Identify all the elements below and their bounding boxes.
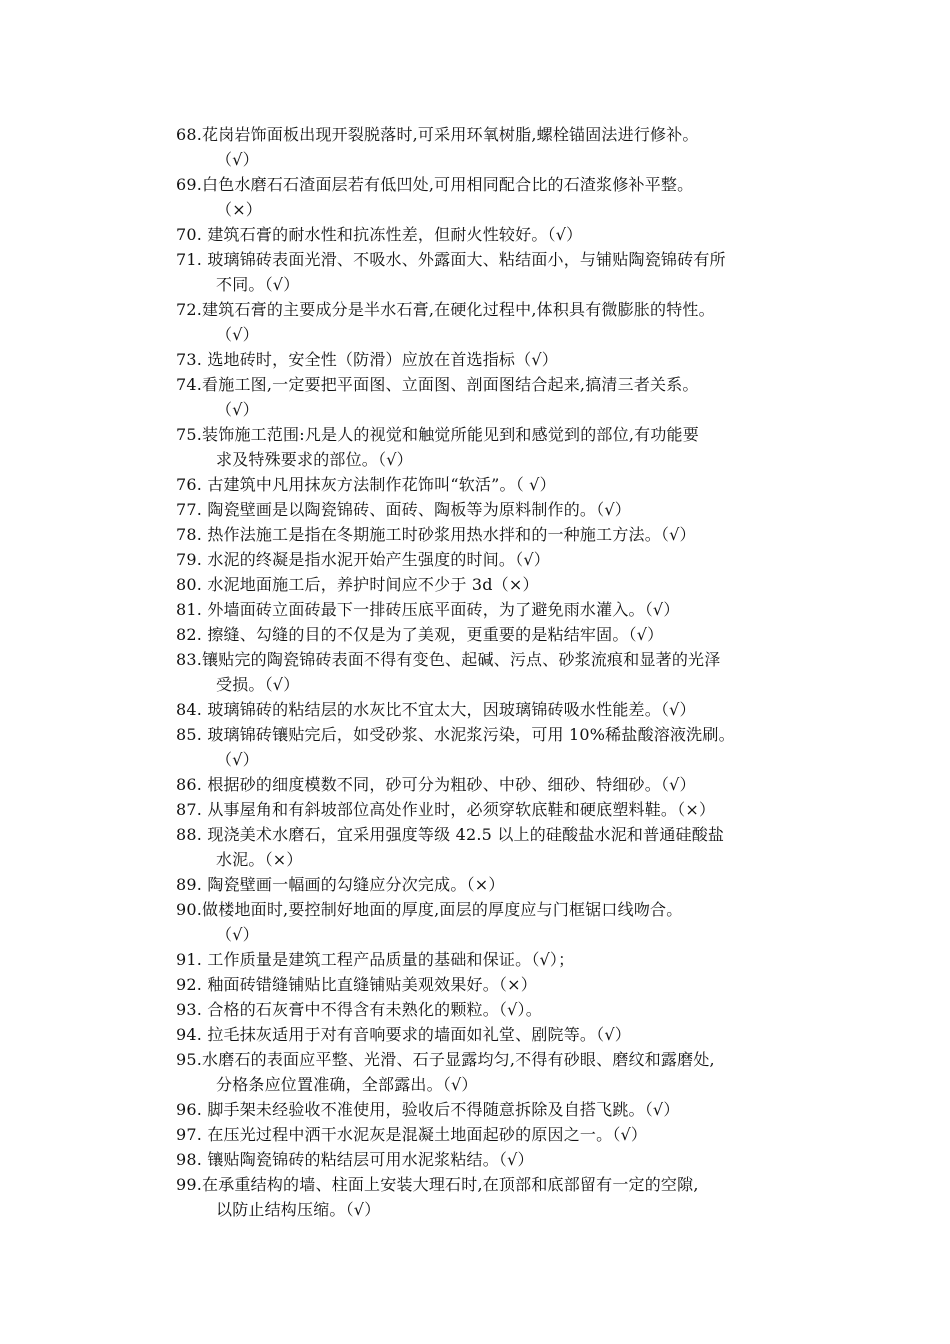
question-line: 82. 擦缝、勾缝的目的不仅是为了美观，更重要的是粘结牢固。（√） <box>176 625 664 644</box>
question-line: 72.建筑石膏的主要成分是半水石膏,在硬化过程中,体积具有微膨胀的特性。 <box>176 300 715 319</box>
question-line: 81. 外墙面砖立面砖最下一排砖压底平面砖，为了避免雨水灌入。（√） <box>176 600 680 619</box>
question-line: 68.花岗岩饰面板出现开裂脱落时,可采用环氧树脂,螺栓锚固法进行修补。 <box>176 125 699 144</box>
question-continuation-line: 求及特殊要求的部位。（√） <box>216 450 413 469</box>
question-line: 98. 镶贴陶瓷锦砖的粘结层可用水泥浆粘结。（√） <box>176 1150 534 1169</box>
question-line: 92. 釉面砖错缝铺贴比直缝铺贴美观效果好。（×） <box>176 975 537 994</box>
question-line: 94. 拉毛抹灰适用于对有音响要求的墙面如礼堂、剧院等。（√） <box>176 1025 631 1044</box>
question-line: 75.装饰施工范围:凡是人的视觉和触觉所能见到和感觉到的部位,有功能要 <box>176 425 699 444</box>
document-body <box>176 122 826 1222</box>
question-line: 88. 现浇美术水磨石，宜采用强度等级 42.5 以上的硅酸盐水泥和普通硅酸盐 <box>176 825 725 844</box>
question-line: 83.镶贴完的陶瓷锦砖表面不得有变色、起碱、污点、砂浆流痕和显著的光泽 <box>176 650 721 669</box>
question-line: 84. 玻璃锦砖的粘结层的水灰比不宜太大，因玻璃锦砖吸水性能差。（√） <box>176 700 696 719</box>
question-line: 70. 建筑石膏的耐水性和抗冻性差，但耐火性较好。（√） <box>176 225 583 244</box>
question-line: 96. 脚手架未经验收不准使用，验收后不得随意拆除及自搭飞跳。（√） <box>176 1100 680 1119</box>
question-line: 86. 根据砂的细度模数不同，砂可分为粗砂、中砂、细砂、特细砂。（√） <box>176 775 696 794</box>
question-line: 78. 热作法施工是指在冬期施工时砂浆用热水拌和的一种施工方法。（√） <box>176 525 696 544</box>
question-line: 99.在承重结构的墙、柱面上安装大理石时,在顶部和底部留有一定的空隙, <box>176 1175 699 1194</box>
question-continuation-line: 水泥。（×） <box>216 850 303 869</box>
question-line: 80. 水泥地面施工后，养护时间应不少于 3d（×） <box>176 575 539 594</box>
question-line: 89. 陶瓷壁画一幅画的勾缝应分次完成。（×） <box>176 875 505 894</box>
question-continuation-line: （√） <box>216 925 259 944</box>
question-line: 95.水磨石的表面应平整、光滑、石子显露均匀,不得有砂眼、磨纹和露磨处, <box>176 1050 715 1069</box>
question-line: 76. 古建筑中凡用抹灰方法制作花饰叫“软活”。（ √） <box>176 475 556 494</box>
question-line: 77. 陶瓷壁画是以陶瓷锦砖、面砖、陶板等为原料制作的。（√） <box>176 500 631 519</box>
question-line: 79. 水泥的终凝是指水泥开始产生强度的时间。（√） <box>176 550 550 569</box>
question-continuation-line: 不同。（√） <box>216 275 300 294</box>
question-continuation-line: 分格条应位置准确，全部露出。（√） <box>216 1075 478 1094</box>
question-line: 74.看施工图,一定要把平面图、立面图、剖面图结合起来,搞清三者关系。 <box>176 375 699 394</box>
question-continuation-line: （√） <box>216 400 259 419</box>
question-line: 93. 合格的石灰膏中不得含有未熟化的颗粒。（√）。 <box>176 1000 542 1019</box>
question-line: 69.白色水磨石石渣面层若有低凹处,可用相同配合比的石渣浆修补平整。 <box>176 175 694 194</box>
question-line: 90.做楼地面时,要控制好地面的厚度,面层的厚度应与门框锯口线吻合。 <box>176 900 683 919</box>
question-line: 87. 从事屋角和有斜坡部位高处作业时，必须穿软底鞋和硬底塑料鞋。（×） <box>176 800 716 819</box>
question-continuation-line: （×） <box>216 200 263 219</box>
question-line: 91. 工作质量是建筑工程产品质量的基础和保证。（√）； <box>176 950 575 969</box>
question-line: 73. 选地砖时，安全性（防滑）应放在首选指标（√） <box>176 350 558 369</box>
question-continuation-line: （√） <box>216 150 259 169</box>
question-line: 85. 玻璃锦砖镶贴完后，如受砂浆、水泥浆污染，可用 10%稀盐酸溶液洗刷。 <box>176 725 735 744</box>
question-continuation-line: 受损。（√） <box>216 675 300 694</box>
question-line: 71. 玻璃锦砖表面光滑、不吸水、外露面大、粘结面小，与铺贴陶瓷锦砖有所 <box>176 250 726 269</box>
question-line: 97. 在压光过程中洒干水泥灰是混凝土地面起砂的原因之一。（√） <box>176 1125 648 1144</box>
question-continuation-line: 以防止结构压缩。（√） <box>216 1200 381 1219</box>
question-continuation-line: （√） <box>216 325 259 344</box>
question-continuation-line: （√） <box>216 750 259 769</box>
